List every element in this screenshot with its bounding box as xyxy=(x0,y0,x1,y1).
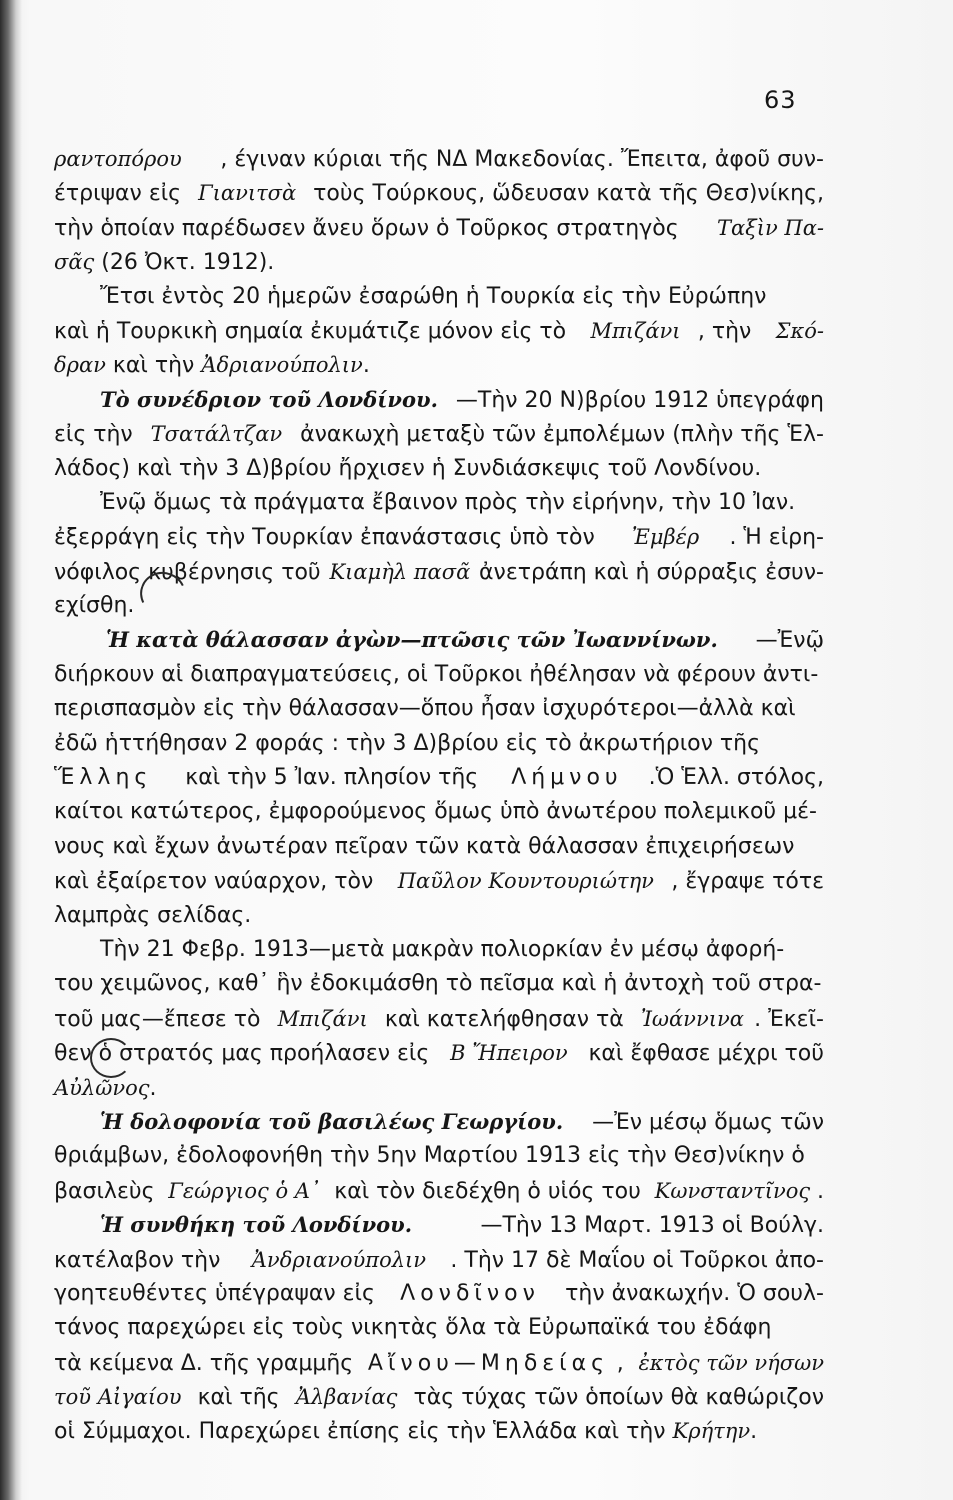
text-line xyxy=(54,1277,824,1311)
text-run: Ἀδριανούπολιν xyxy=(201,353,363,378)
text-run: καὶ τὴν xyxy=(105,353,202,379)
text-run: θεν ὁ στρατός μας προήλασεν εἰς xyxy=(54,1041,437,1067)
text-line xyxy=(54,314,824,348)
text-line xyxy=(54,623,824,657)
text-run: —Ἐνῷ xyxy=(755,628,824,654)
text-run: . xyxy=(750,1419,758,1445)
text-run: γοητευθέντες ὑπέγραψαν εἰς xyxy=(54,1280,382,1306)
text-run: Γεώργιος ὁ Α᾽ xyxy=(168,1178,321,1203)
text-run: Μπιζάνι xyxy=(277,1006,368,1031)
text-run: τὴν ὁποίαν παρέδωσεν ἄνευ ὅρων ὁ Τοῦρκος στρατηγὸς xyxy=(54,215,686,241)
page-binding-shadow xyxy=(0,0,22,1500)
text-run: τὰ κείμενα Δ. τῆς γραμμῆς xyxy=(54,1350,361,1376)
text-run: δραν xyxy=(54,353,106,378)
text-line xyxy=(54,383,824,417)
text-line xyxy=(54,1139,824,1173)
text-run: , έγιναν κύριαι τῆς ΝΔ Μακεδονίας. Ἔπειτα, ἀφοῦ συν- xyxy=(220,147,824,172)
text-line xyxy=(54,1311,824,1345)
text-run: ἐκτὸς τῶν νήσων xyxy=(638,1350,824,1375)
text-run: καὶ κατελήφθησαν τὰ xyxy=(377,1006,631,1032)
text-run: εἰς τὴν xyxy=(54,422,140,448)
text-run: Κιαμὴλ πασᾶ xyxy=(329,559,471,584)
text-run: Τὴν 21 Φεβρ. 1913—μετὰ μακρὰν πολιορκίαν ἐν μέσῳ ἀφορή- xyxy=(100,936,785,962)
text-run: Ἀνδριανούπολιν xyxy=(251,1247,427,1272)
text-run: τὰς τύχας τῶν ὁποίων θὰ καθώριζον xyxy=(406,1385,824,1411)
text-line xyxy=(54,520,824,554)
text-line xyxy=(54,142,824,176)
page-number: 63 xyxy=(764,86,797,114)
text-run: διήρκουν αἱ διαπραγματεύσεις, οἱ Τοῦρκοι ἠθέλησαν νὰ φέρουν ἀντι- xyxy=(54,661,819,687)
text-line xyxy=(54,899,824,933)
text-run: νόφιλος κυβέρνησις τοῦ xyxy=(54,559,328,585)
text-run: ἀνακωχὴ μεταξὺ τῶν ἐμπολέμων (πλὴν τῆς Ἑλ- xyxy=(293,422,824,448)
text-line xyxy=(54,795,824,829)
text-line xyxy=(54,1036,824,1070)
text-run: θριάμβων, ἐδολοφονήθη τὴν 5ην Μαρτίου 1913 εἰς τὴν Θεσ)νίκην ὁ xyxy=(54,1143,805,1169)
text-line xyxy=(54,280,824,314)
text-run: —Τὴν 20 Ν)βρίου 1912 ὑπεγράφη xyxy=(455,387,824,413)
text-line xyxy=(54,176,824,210)
text-run: Ἰωάννινα xyxy=(640,1006,744,1031)
text-run: νους καὶ ἔχων ἀνωτέραν πεῖραν τῶν κατὰ θάλασσαν ἐπιχειρήσεων xyxy=(54,833,795,859)
text-line xyxy=(54,1174,824,1208)
text-run: Γιανιτσὰ xyxy=(198,181,297,206)
text-run: καίτοι κατώτερος, ἐμφορούμενος ὅμως ὑπὸ ἀνωτέρου πολεμικοῦ μέ- xyxy=(54,799,817,825)
text-line xyxy=(54,486,824,520)
text-run: . Ἐκεῖ- xyxy=(754,1006,824,1032)
text-run: ἐξερράγη εἰς τὴν Τουρκίαν ἐπανάστασις ὑπὸ τὸν xyxy=(54,525,602,551)
text-run: Ἡ κατὰ θάλασσαν ἀγὼν—πτῶσις τῶν Ἰωαννίνων. xyxy=(106,627,718,653)
text-line xyxy=(54,761,824,795)
text-run: ἐδῶ ἡττήθησαν 2 φοράς : τὴν 3 Δ)βρίου εἰς τὸ ἀκρωτήριον τῆς xyxy=(54,730,760,756)
text-run: λάδος) καὶ τὴν 3 Δ)βρίου ἤρχισεν ἡ Συνδιάσκεψις τοῦ Λονδίνου. xyxy=(54,455,762,481)
text-line xyxy=(54,1346,824,1380)
text-run: . xyxy=(362,353,370,379)
text-run: τοὺς Τούρκους, ὥδευσαν κατὰ τῆς Θεσ)νίκης, xyxy=(306,181,824,207)
text-run: εχίσθη. xyxy=(54,593,135,619)
text-line xyxy=(54,348,824,382)
text-run: .Ὁ Ἑλλ. στόλος, xyxy=(648,765,824,791)
text-line xyxy=(54,245,824,279)
text-run: , ἔγραψε τότε xyxy=(671,869,824,895)
text-run: Ἀλβανίας xyxy=(295,1385,398,1410)
text-run: Ἐμβέρ xyxy=(631,525,700,550)
text-run: Μπιζάνι xyxy=(590,318,681,343)
text-run: καὶ τὴν 5 Ἰαν. πλησίον τῆς xyxy=(178,765,486,791)
text-run: καὶ τῆς xyxy=(190,1385,287,1411)
text-run: . xyxy=(149,1075,157,1101)
text-run: Αὐλῶνος xyxy=(54,1075,150,1100)
text-line xyxy=(54,864,824,898)
text-run: σᾶς xyxy=(54,250,95,275)
text-run: , τὴν xyxy=(697,318,759,344)
text-run: Ταξὶν Πα- xyxy=(716,215,824,240)
text-run: κατέλαβον τὴν xyxy=(54,1247,228,1273)
text-run: , xyxy=(616,1350,631,1376)
text-line xyxy=(54,211,824,245)
text-run: έτριψαν εἰς xyxy=(54,181,189,207)
text-run: του χειμῶνος, καθ᾽ ἣν ἐδοκιμάσθη τὸ πεῖσμα καὶ ἡ ἀντοχὴ τοῦ στρα- xyxy=(54,971,822,997)
text-run: Κρήτην xyxy=(672,1419,751,1444)
text-line xyxy=(54,1414,824,1448)
text-run: . Τὴν 17 δὲ Μαΐου οἱ Τοῦρκοι ἀπο- xyxy=(450,1247,824,1273)
text-run: Ἕλλης xyxy=(54,765,153,791)
body-text xyxy=(54,142,824,1449)
text-line xyxy=(54,933,824,967)
text-run: Λήμνου xyxy=(511,765,623,791)
text-run: καὶ ἐξαίρετον ναύαρχον, τὸν xyxy=(54,869,381,895)
text-run: Ἡ δολοφονία τοῦ βασιλέως Γεωργίου. xyxy=(100,1108,564,1134)
text-run: Ἐνῷ ὅμως τὰ πράγματα ἔβαινον πρὸς τὴν εἰρήνην, τὴν 10 Ἰαν. xyxy=(100,489,796,515)
text-run: Λονδῖνον xyxy=(400,1280,540,1306)
text-run: λαμπρὰς σελίδας. xyxy=(54,902,252,928)
text-run: —Ἐν μέσῳ ὅμως τῶν xyxy=(592,1109,824,1135)
text-run: (26 Ὀκτ. 1912). xyxy=(94,250,275,276)
text-run: Αἴνου—Μηδείας xyxy=(367,1350,610,1376)
text-run: οἱ Σύμμαχοι. Παρεχώρει ἐπίσης εἰς τὴν Ἑλλάδα καὶ τὴν xyxy=(54,1419,673,1445)
text-run: Σκό- xyxy=(775,318,824,343)
text-line xyxy=(54,1208,824,1242)
text-line xyxy=(54,1105,824,1139)
text-run: Τσατάλτζαν xyxy=(150,422,283,447)
text-run: περισπασμὸν εἰς τὴν θάλασσαν—ὅπου ἦσαν ἰσχυρότεροι—ἀλλὰ καὶ xyxy=(54,696,796,722)
text-line xyxy=(54,452,824,486)
handwritten-circle-mark xyxy=(90,1038,132,1078)
text-line xyxy=(54,727,824,761)
text-line xyxy=(54,692,824,726)
text-line xyxy=(54,1243,824,1277)
text-line xyxy=(54,967,824,1001)
text-run: Ἔτσι ἐντὸς 20 ἡμερῶν ἐσαρώθη ἡ Τουρκία εἰς τὴν Εὐρώπην xyxy=(100,283,767,309)
text-run: τοῦ μας—ἔπεσε τὸ xyxy=(54,1006,268,1032)
text-run: Β Ἤπειρον xyxy=(450,1041,568,1066)
text-line xyxy=(54,1380,824,1414)
text-run: Παῦλον Κουντουριώτην xyxy=(397,869,654,894)
text-run: τὴν ἀνακωχήν. Ὁ σουλ- xyxy=(558,1280,824,1306)
text-run: Τὸ συνέδριον τοῦ Λονδίνου. xyxy=(100,386,438,412)
text-run: ραντοπόρου xyxy=(54,147,182,171)
text-line xyxy=(54,658,824,692)
text-run: —Τὴν 13 Μαρτ. 1913 οἱ Βούλγ. xyxy=(480,1213,824,1239)
text-run: Κωνσταντῖνος xyxy=(654,1178,811,1203)
text-run: ἀνετράπη καὶ ἡ σύρραξις ἐσυν- xyxy=(472,559,824,585)
text-run: τάνος παρεχώρει εἰς τοὺς νικητὰς ὅλα τὰ Εὐρωπαϊκά του ἐδάφη xyxy=(54,1315,772,1341)
text-line xyxy=(54,1071,824,1105)
text-line xyxy=(54,417,824,451)
text-line xyxy=(54,1002,824,1036)
text-run: καὶ ἔφθασε μέχρι τοῦ xyxy=(581,1041,824,1067)
text-line xyxy=(54,830,824,864)
text-run: . xyxy=(816,1178,824,1204)
text-run: τοῦ Αἰγαίου xyxy=(54,1385,182,1410)
text-run: καὶ ἡ Τουρκικὴ σημαία ἐκυμάτιζε μόνον εἰς τὸ xyxy=(54,318,574,344)
text-run: . Ἡ εἰρη- xyxy=(729,525,824,551)
text-run: Ἡ συνθήκη τοῦ Λονδίνου. xyxy=(100,1212,413,1238)
text-run: βασιλεὺς xyxy=(54,1178,162,1204)
text-run: καὶ τὸν διεδέχθη ὁ υἱός του xyxy=(327,1178,648,1204)
